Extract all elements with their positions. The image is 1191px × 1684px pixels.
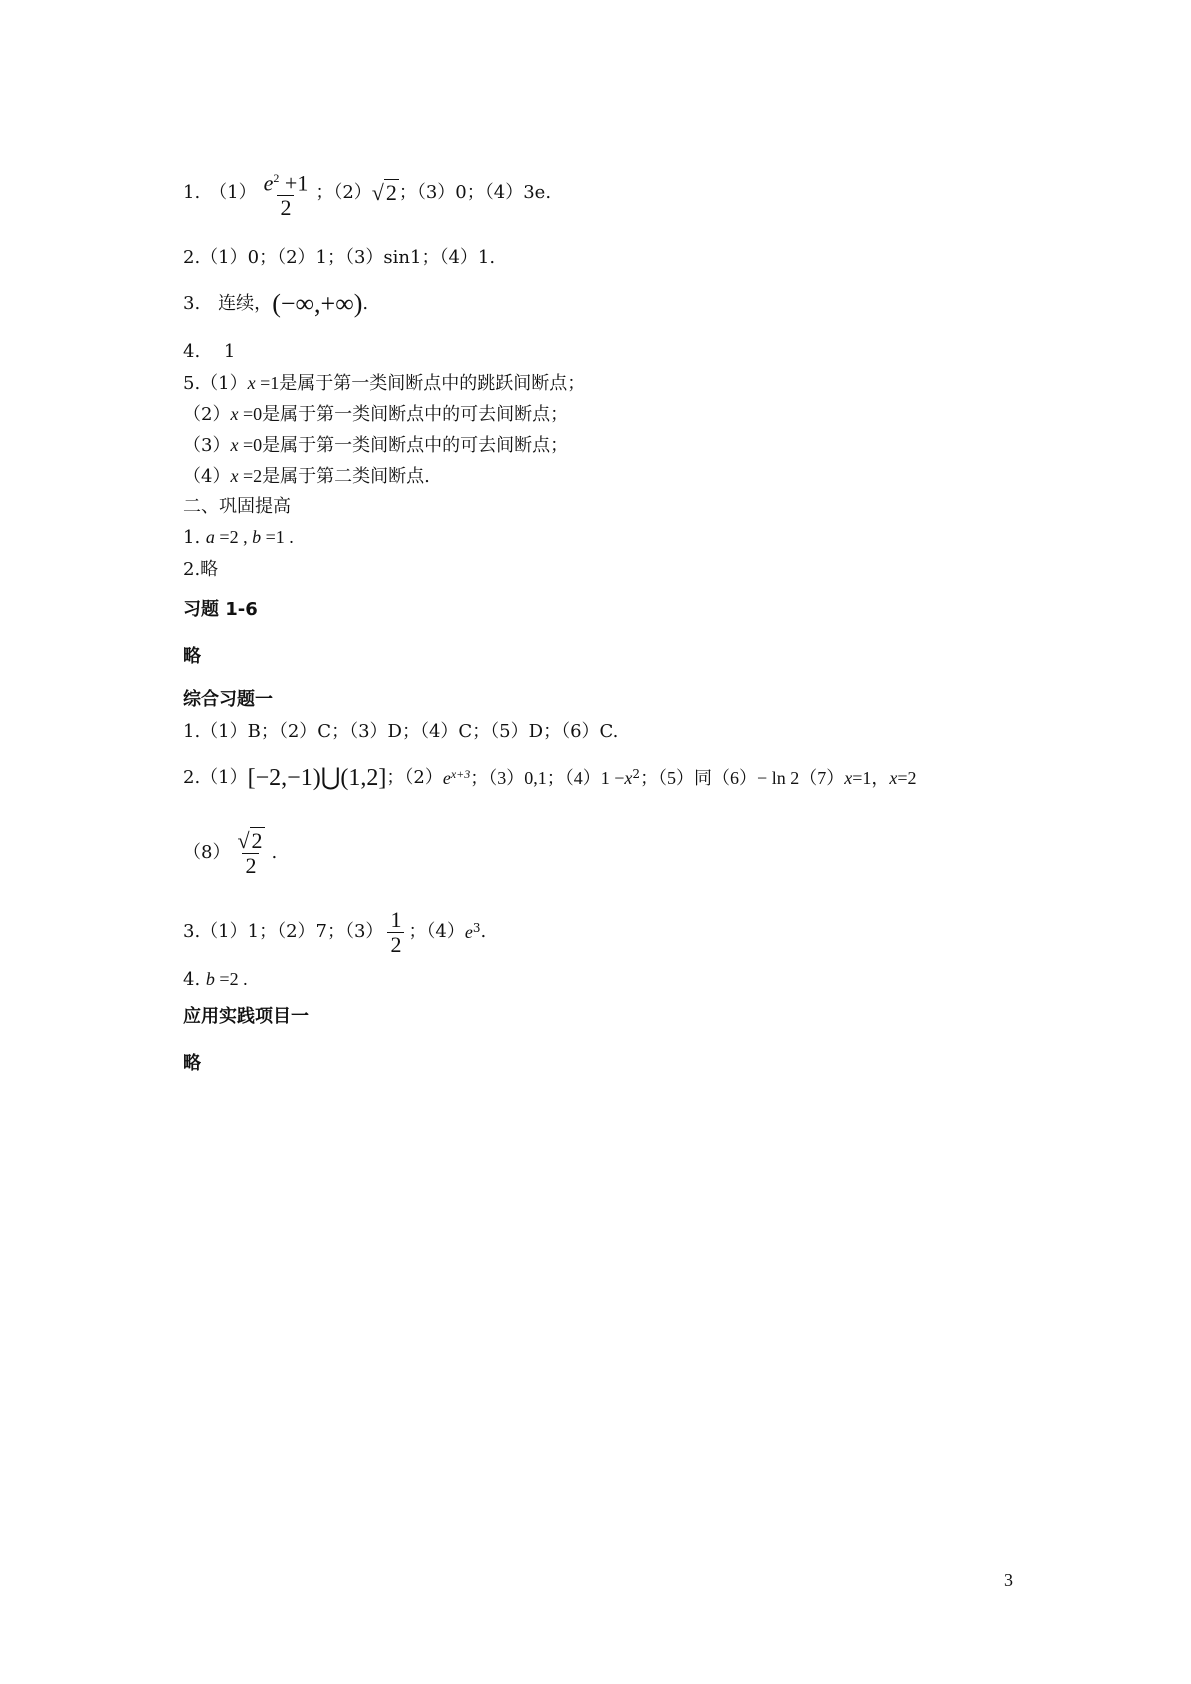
answer-line-10: 1. a =2 , b =1 .	[183, 527, 294, 548]
answer-line-12: 1.（1）B；（2）C；（3）D；（4）C；（5）D；（6）C.	[183, 721, 619, 742]
answer-line-7: （3）x =0是属于第一类间断点中的可去间断点；	[183, 435, 569, 456]
answer-line-16: 4. b =2 .	[183, 969, 248, 990]
answer-line-13: 2.（1） [−2,−1)⋃(1,2] ；（2） e $^{x+3}$ ；（3）0,1；（4）1 − x $^2$ ；（5）同（6）− ln 2（7） x =1， x =2	[183, 765, 917, 791]
section-heading-practice: 应用实践项目一	[183, 1006, 309, 1027]
answer-line-3: 3. 连续， (−∞,+∞) .	[183, 289, 369, 318]
answer-line-1: 1. （1） $\frac{e^2 +1}{2}$ ；（2） √2 ；（3）0；（4）3e.	[183, 163, 551, 223]
answer-line-2: 2.（1）0；（2）1；（3）sin1；（4）1.	[183, 247, 496, 268]
fraction: $\frac{√2}{2}$	[237, 827, 263, 878]
answer-line-5: 5.（1）x =1是属于第一类间断点中的跳跃间断点；	[183, 373, 586, 394]
answer-line-8: （4）x =2是属于第二类间断点.	[183, 466, 430, 487]
square-root: √2	[371, 180, 397, 205]
section-heading-exercise: 习题 1-6	[183, 599, 258, 620]
answer-line-14: （8） $\frac{√2}{2}$ .	[183, 827, 278, 878]
section-heading-comprehensive: 综合习题一	[183, 689, 273, 710]
answer-line-15: 3.（1）1；（2）7；（3） $\frac{1}{2}$ ；（4） e $^3$ .	[183, 906, 487, 957]
page-number: 3	[1004, 1570, 1013, 1590]
section-body-practice: 略	[183, 1053, 201, 1074]
section-subtitle: 二、巩固提高	[183, 496, 291, 517]
answer-line-6: （2）x =0是属于第一类间断点中的可去间断点；	[183, 404, 569, 425]
answer-line-4: 4. 1	[183, 341, 236, 362]
fraction: $\frac{1}{2}$	[387, 908, 404, 957]
section-body-exercise: 略	[183, 646, 201, 667]
answer-line-11: 2.略	[183, 559, 219, 580]
fraction: $\frac{e^2 +1}{2}$	[263, 170, 309, 221]
